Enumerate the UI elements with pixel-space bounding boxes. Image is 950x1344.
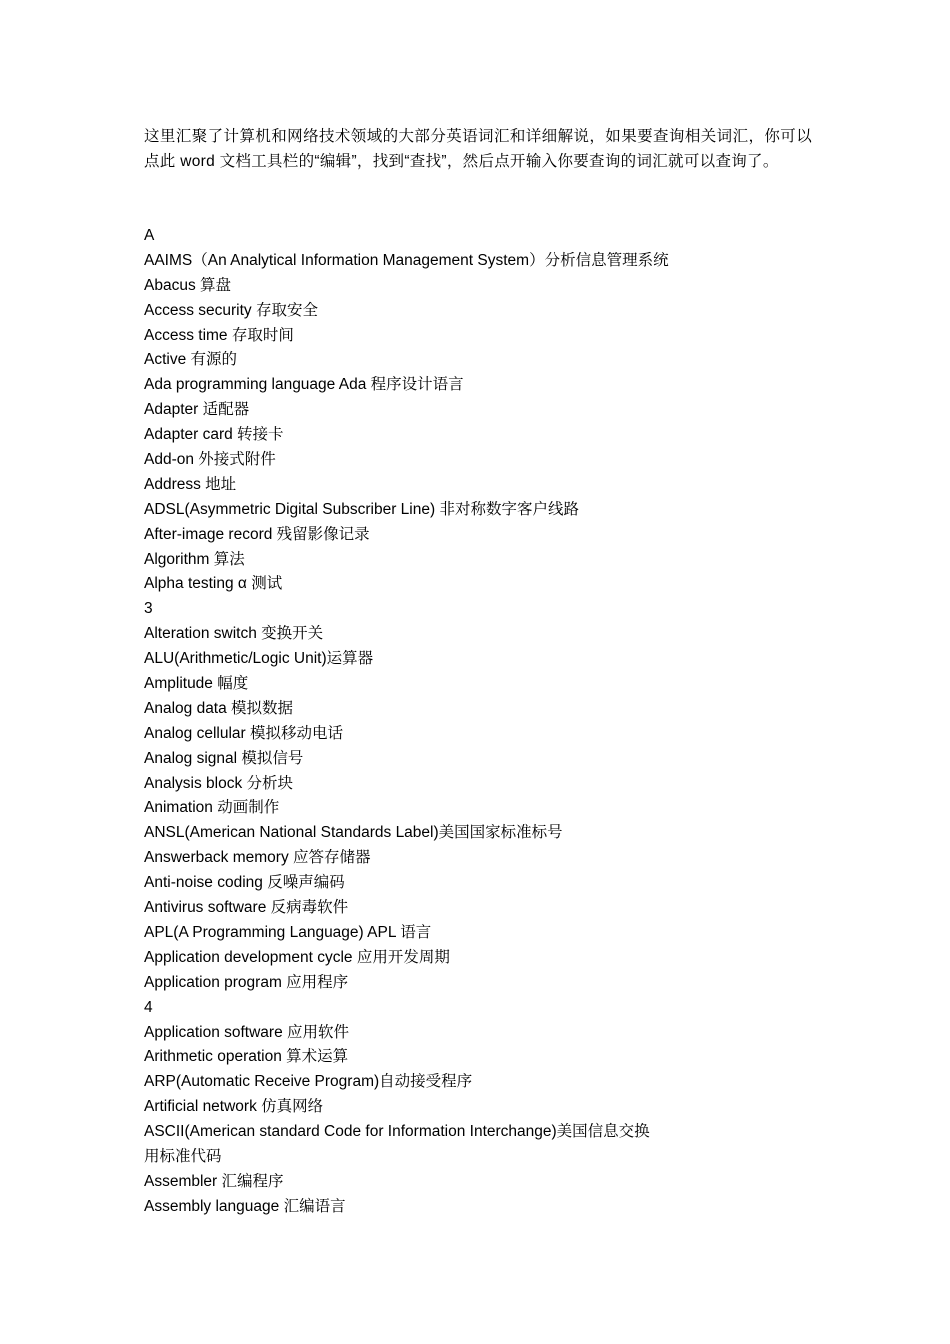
glossary-entry: Assembly language 汇编语言 — [144, 1197, 346, 1215]
glossary-entry: Adapter 适配器 — [144, 401, 250, 419]
glossary-entry: Analog data 模拟数据 — [144, 699, 294, 717]
glossary-entry: Application program 应用程序 — [144, 973, 349, 991]
glossary-entry: Animation 动画制作 — [144, 799, 280, 817]
glossary-entry: Algorithm 算法 — [144, 550, 245, 568]
glossary-list — [144, 224, 669, 1220]
intro-paragraph: 这里汇聚了计算机和网络技术领域的大部分英语词汇和详细解说，如果要查询相关词汇，你可以点此 word 文档工具栏的“编辑”，找到“查找”，然后点开输入你要查询的词汇就可以查询了。 — [144, 128, 812, 170]
glossary-entry: AAIMS（An Analytical Information Management System）分析信息管理系统 — [144, 251, 669, 269]
section-letter: A — [144, 227, 155, 244]
glossary-entry: ADSL(Asymmetric Digital Subscriber Line) 非对称数字客户线路 — [144, 500, 579, 518]
glossary-entry: ASCII(American standard Code for Information Interchange)美国信息交换用标准代码 — [144, 1123, 650, 1165]
glossary-entry: ARP(Automatic Receive Program)自动接受程序 — [144, 1073, 473, 1091]
glossary-entry: APL(A Programming Language) APL 语言 — [144, 923, 432, 941]
glossary-entry: Answerback memory 应答存储器 — [144, 849, 371, 867]
glossary-entry: Ada programming language Ada 程序设计语言 — [144, 376, 464, 394]
glossary-entry: Application development cycle 应用开发周期 — [144, 948, 450, 966]
glossary-entry: Adapter card 转接卡 — [144, 426, 284, 444]
glossary-entry: After-image record 残留影像记录 — [144, 525, 370, 543]
glossary-entry: Add-on 外接式附件 — [144, 451, 276, 469]
glossary-entry: Arithmetic operation 算术运算 — [144, 1048, 349, 1066]
page-number: 3 — [144, 600, 153, 618]
glossary-entry: ANSL(American National Standards Label)美国国家标准标号 — [144, 824, 563, 842]
glossary-entry: Antivirus software 反病毒软件 — [144, 899, 349, 917]
glossary-entry: Analog signal 模拟信号 — [144, 749, 304, 767]
glossary-entry: Assembler 汇编程序 — [144, 1172, 284, 1190]
glossary-entry: Access security 存取安全 — [144, 301, 318, 319]
glossary-entry: Abacus 算盘 — [144, 276, 232, 294]
glossary-entry: Analog cellular 模拟移动电话 — [144, 724, 343, 742]
glossary-entry: Analysis block 分析块 — [144, 774, 294, 792]
glossary-entry: Anti-noise coding 反噪声编码 — [144, 874, 345, 892]
page-number: 4 — [144, 998, 153, 1016]
glossary-entry: Address 地址 — [144, 475, 237, 493]
glossary-entry: ALU(Arithmetic/Logic Unit)运算器 — [144, 650, 374, 668]
glossary-entry: Alteration switch 变换开关 — [144, 625, 324, 643]
glossary-entry: Active 有源的 — [144, 351, 238, 369]
glossary-entry: Artificial network 仿真网络 — [144, 1098, 324, 1116]
glossary-entry: Application software 应用软件 — [144, 1023, 350, 1041]
glossary-entry: Amplitude 幅度 — [144, 675, 249, 693]
glossary-entry: Alpha testing α 测试 — [144, 575, 283, 593]
glossary-entry: Access time 存取时间 — [144, 326, 294, 344]
